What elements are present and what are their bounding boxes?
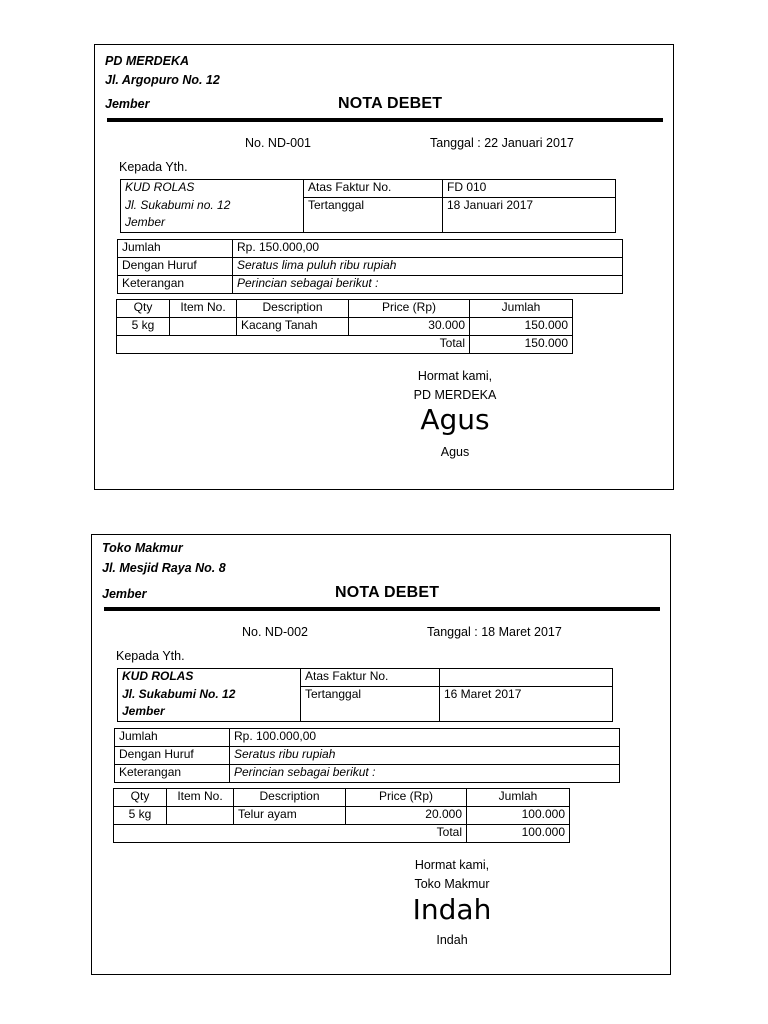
item-total: 150.000 (470, 318, 573, 336)
company-city: Jember (102, 587, 147, 601)
recipient-name: KUD ROLAS (121, 180, 304, 198)
item-total: 100.000 (467, 807, 570, 825)
dated-value: 18 Januari 2017 (443, 198, 616, 233)
note-date: Tanggal : 22 Januari 2017 (430, 136, 574, 150)
invoice-label: Atas Faktur No. (301, 669, 440, 687)
signer-name: Agus (440, 445, 470, 459)
remark-label: Keterangan (115, 765, 230, 783)
signer-company: PD MERDEKA (413, 388, 497, 402)
dated-value: 16 Maret 2017 (440, 687, 613, 722)
col-qty: Qty (114, 789, 167, 807)
item-qty: 5 kg (114, 807, 167, 825)
recipient-table (117, 668, 613, 722)
company-city: Jember (105, 97, 150, 111)
dated-label: Tertanggal (304, 198, 443, 233)
item-description: Telur ayam (234, 807, 346, 825)
words-label: Dengan Huruf (118, 258, 233, 276)
amount-value: Rp. 150.000,00 (233, 240, 623, 258)
col-item-no: Item No. (170, 300, 237, 318)
debit-note-1 (94, 44, 674, 490)
to-label: Kepada Yth. (116, 649, 185, 663)
company-address: Jl. Argopuro No. 12 (105, 73, 220, 87)
col-description: Description (234, 789, 346, 807)
recipient-address: Jl. Sukabumi No. 12 (118, 687, 301, 704)
table-row (117, 318, 573, 336)
col-total: Jumlah (470, 300, 573, 318)
note-number: No. ND-001 (245, 136, 311, 150)
recipient-address: Jl. Sukabumi no. 12 (121, 198, 304, 215)
note-number: No. ND-002 (242, 625, 308, 639)
debit-note-2 (91, 534, 671, 975)
words-value: Seratus lima puluh ribu rupiah (233, 258, 623, 276)
company-address: Jl. Mesjid Raya No. 8 (102, 561, 226, 575)
recipient-name: KUD ROLAS (118, 669, 301, 687)
invoice-label: Atas Faktur No. (304, 180, 443, 198)
items-table (113, 788, 570, 843)
amount-value: Rp. 100.000,00 (230, 729, 620, 747)
company-name: Toko Makmur (102, 541, 183, 555)
company-name: PD MERDEKA (105, 54, 190, 68)
remark-label: Keterangan (118, 276, 233, 294)
amount-label: Jumlah (118, 240, 233, 258)
amount-table (117, 239, 623, 294)
words-value: Seratus ribu rupiah (230, 747, 620, 765)
words-label: Dengan Huruf (115, 747, 230, 765)
dated-label: Tertanggal (301, 687, 440, 722)
invoice-number: FD 010 (443, 180, 616, 198)
col-description: Description (237, 300, 349, 318)
total-label: Total (114, 825, 467, 843)
recipient-city: Jember (118, 704, 301, 722)
total-value: 150.000 (470, 336, 573, 354)
remark-value: Perincian sebagai berikut : (230, 765, 620, 783)
items-table (116, 299, 573, 354)
document-title: NOTA DEBET (338, 95, 443, 112)
invoice-number (440, 669, 613, 687)
total-value: 100.000 (467, 825, 570, 843)
document-title: NOTA DEBET (335, 584, 440, 601)
signer-name: Indah (436, 933, 468, 947)
item-number (170, 318, 237, 336)
closing: Hormat kami, (414, 858, 490, 872)
header-rule (107, 118, 663, 122)
closing: Hormat kami, (417, 369, 493, 383)
col-total: Jumlah (467, 789, 570, 807)
signer-company: Toko Makmur (414, 877, 490, 891)
signature: Agus (420, 403, 490, 436)
amount-label: Jumlah (115, 729, 230, 747)
item-description: Kacang Tanah (237, 318, 349, 336)
col-item-no: Item No. (167, 789, 234, 807)
note-date: Tanggal : 18 Maret 2017 (427, 625, 562, 639)
item-price: 30.000 (349, 318, 470, 336)
col-price: Price (Rp) (349, 300, 470, 318)
col-price: Price (Rp) (346, 789, 467, 807)
recipient-table (120, 179, 616, 233)
recipient-city: Jember (121, 215, 304, 233)
signature: Indah (412, 893, 492, 926)
item-number (167, 807, 234, 825)
col-qty: Qty (117, 300, 170, 318)
total-label: Total (117, 336, 470, 354)
remark-value: Perincian sebagai berikut : (233, 276, 623, 294)
item-price: 20.000 (346, 807, 467, 825)
header-rule (104, 607, 660, 611)
item-qty: 5 kg (117, 318, 170, 336)
to-label: Kepada Yth. (119, 160, 188, 174)
amount-table (114, 728, 620, 783)
table-row (114, 807, 570, 825)
